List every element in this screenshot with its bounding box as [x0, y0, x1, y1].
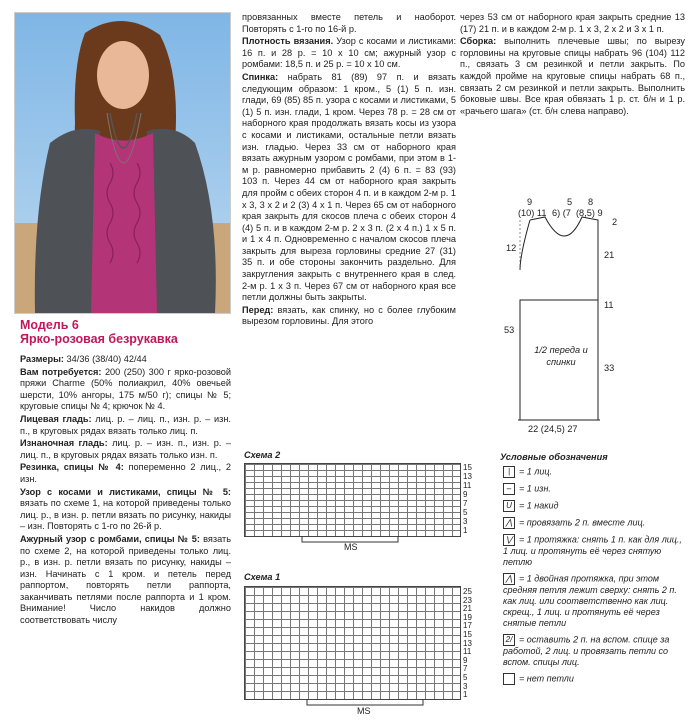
paragraph-text: лиц. р. – лиц. п., изн. р. – изн. п., в круговых рядах вязать только лиц. п. — [20, 413, 231, 436]
legend-text: = оставить 2 п. на вспом. спице за работой, 2 лиц. и провязать петли со вспом. спицы лиц. — [503, 634, 670, 667]
paragraph — [242, 12, 456, 35]
legend-text: = 1 накид — [519, 500, 559, 511]
dim-right-edge: 2 — [612, 217, 618, 227]
paragraph — [460, 36, 685, 117]
row-number: 5 — [463, 508, 468, 517]
row-number: 11 — [463, 647, 472, 657]
dim-bottom-33: 33 — [604, 363, 615, 373]
paragraph — [20, 487, 231, 533]
dim-shoulder: (10) 11 — [518, 208, 547, 218]
legend-item — [503, 500, 685, 512]
paragraph — [242, 72, 456, 304]
legend-symbol-icon: – — [503, 483, 515, 495]
paragraph-text: набрать 81 (89) 97 п. и вязать следующим образом: 1 кром., 5 (1) 5 п. изн. глади, 69 (85) 85 п. узора с косами и листиками, 5 (1) 5 п. изн. глади, 1 кром. Через 78 р. = 28 см от наборного края продолжать вязать косы из узора с косами и листиками, остальные петли вязать изн. гладью. Через 33 см от наборного края вязать ажурным узором с ромбами, при этом в 1-м р. равномерно прибавить 2 (4) 6 п. = 83 (93) 103 п. Через 44 см от наборного края закрыть для пройм с обеих сторон 4 п. и в каждом 2-м р. 1 х 3, 3 х 2 и 2 (3) 4 х 1 п. Через 65 см от наборного края закрыть для скосов плеча с обеих сторон 4 (4) 5 п. и в каждом 2-м р. 2 х 3 п. (2 х 4 п.) 1 х 5 п. и 1 х 4 п. Одновременно с началом скосов плеча закрыть для выреза горловины средние 27 (31) 35 п. и обе стороны закончить раздельно. Для закругления закрыть с внутреннего края в след. 2-м р. 1 х 3 п. Через 67 см от наборного края все петли должны быть закрыты. — [242, 71, 456, 303]
paragraph-text: вязать по схеме 2, на которой приведены только лиц. р., в изн. р. петли вязать по рисунку, накиды – изн. Начинать с 1 кром. и петель перед раппортом, повторять петли раппорта, заканчивать петлями после раппорта и 1 кром. Внимание! Число накидов должно соответствовать числу — [20, 533, 232, 626]
row-number: 25 — [463, 587, 472, 596]
paragraph-heading: Лицевая гладь: — [20, 413, 92, 424]
legend-item — [503, 673, 685, 685]
paragraph-heading: Перед: — [242, 304, 274, 315]
row-number: 7 — [463, 664, 468, 674]
model-photo — [14, 12, 231, 314]
paragraph-heading: Узор с косами и листиками, спицы № 5: — [20, 486, 231, 497]
row-number: 9 — [463, 655, 468, 665]
legend-item — [503, 517, 685, 529]
legend-text: = нет петли — [519, 673, 574, 684]
paragraph — [20, 462, 231, 485]
paragraph — [20, 534, 231, 627]
dim-top-mid: 5 — [567, 197, 573, 207]
paragraph-heading: Спинка: — [242, 71, 279, 82]
paragraph-text: через 53 см от наборного края закрыть средние 13 (17) 21 п. и в каждом 2-м р. 1 х 3, 2 х 2 и 3 х 1 п. — [460, 12, 685, 34]
row-number: 1 — [463, 526, 468, 535]
schema-1-ms: MS — [305, 699, 425, 717]
row-number: 15 — [463, 630, 472, 639]
pattern-label: 1/2 переда и спинки — [534, 345, 588, 367]
legend-item — [503, 573, 685, 629]
row-number: 13 — [463, 472, 472, 481]
dim-side-11: 11 — [604, 300, 614, 310]
paragraph-text: попеременно 2 лиц., 2 изн. — [20, 462, 231, 484]
legend-text: = 1 протяжка: снять 1 п. как для лиц., 1 лиц. и протянуть её через снятую петлю — [503, 534, 682, 567]
row-number: 19 — [463, 612, 472, 622]
legend-symbol-icon: ⋀ — [503, 517, 515, 529]
row-number: 21 — [463, 604, 472, 614]
legend-symbol-icon: ⋁ — [503, 534, 515, 546]
schema-1-grid — [244, 586, 461, 700]
row-number: 15 — [463, 463, 472, 472]
legend-item — [503, 483, 685, 495]
paragraph-text: выполнить плечевые швы; по вырезу горловины на круговые спицы набрать 96 (104) 112 п., связать 3 см резинкой и петли закрыть. По каждой пройме на круговые спицы набрать 68 п., связать 2 см резинкой и петли закрыть. Выполнить боковые швы. Все края обвязать 1 р. ст. б/н и 1 р. «рачьего шага» (ст. б/н слева направо). — [460, 36, 685, 116]
paragraph-heading: Изнаночная гладь: — [20, 438, 108, 449]
dim-top-right: 8 — [588, 197, 594, 207]
pattern-schematic — [490, 195, 690, 445]
model-title: Модель 6 Ярко-розовая безрукавка — [20, 318, 178, 346]
schema-2-title: Схема 2 — [244, 450, 281, 460]
paragraph-text: 34/36 (38/40) 42/44 — [64, 354, 147, 364]
paragraph-text: провязанных вместе петель и наоборот. Повторять с 1-го по 16-й р. — [242, 12, 456, 34]
paragraph-text: лиц. р. – изн. п., изн. р. – лиц. п., в круговых рядах вязать только изн. п. — [20, 438, 231, 460]
dim-left-12: 12 — [506, 243, 517, 253]
schema-2-grid — [244, 463, 461, 537]
dim-arm-height: 21 — [604, 250, 615, 260]
model-subtitle: Ярко-розовая безрукавка — [20, 332, 178, 346]
paragraph-heading: Резинка, спицы № 4: — [20, 462, 124, 473]
legend-symbol-icon: ⋀ — [503, 573, 515, 585]
legend-symbol-icon — [503, 673, 515, 685]
row-number: 9 — [463, 490, 468, 499]
dim-neck: 6) (7 — [552, 208, 571, 218]
row-number: 23 — [463, 595, 472, 605]
paragraph-heading: Сборка: — [460, 36, 497, 47]
legend-text: = 1 изн. — [519, 483, 551, 494]
paragraph — [20, 438, 231, 461]
text-column-3 — [460, 12, 685, 118]
row-number: 17 — [463, 621, 472, 631]
dim-width-bottom: 22 (24,5) 27 — [528, 424, 578, 434]
legend-symbol-icon: 2/ — [503, 634, 515, 646]
paragraph-heading: Ажурный узор с ромбами, спицы № 5: — [20, 533, 200, 544]
paragraph-text: 200 (250) 300 г ярко-розовой пряжи Charme (50% полиакрил, 40% овечьей шерсти, 10% ангоры, 175 м/50 г); спицы № 5; круговые спицы № 4; крючок № 4. — [20, 366, 231, 412]
dim-top-left: 9 — [527, 197, 533, 207]
schema-1-title: Схема 1 — [244, 572, 281, 582]
paragraph — [20, 414, 231, 437]
row-number: 3 — [463, 517, 468, 526]
paragraph-text: вязать, как спинку, но с более глубоким вырезом горловины. Для этого — [242, 304, 456, 327]
legend-symbol-icon: | — [503, 466, 515, 478]
legend-text: = 1 лиц. — [519, 466, 552, 477]
paragraph — [20, 367, 231, 413]
paragraph — [242, 36, 456, 71]
row-number: 7 — [463, 499, 468, 508]
row-number: 11 — [463, 481, 472, 490]
schema-2-ms: MS — [300, 536, 400, 552]
text-column-1 — [20, 354, 231, 628]
dim-right-shoulder: (8,5) 9 — [576, 208, 603, 218]
legend-text: = провязать 2 п. вместе лиц. — [519, 517, 646, 528]
legend-item — [503, 634, 685, 668]
text-column-2 — [242, 12, 456, 329]
paragraph-heading: Размеры: — [20, 354, 64, 364]
legend-text: = 1 двойная протяжка, при этом средняя петля лежит сверху: снять 2 п. как лиц. или соответственно как лиц. скрещ., 1 лиц. и протянуть её через снятые петли — [503, 573, 677, 628]
row-number: 3 — [463, 681, 468, 691]
row-number: 1 — [463, 690, 468, 700]
paragraph-text: Узор с косами и листиками: 16 п. и 28 р. = 10 х 10 см; ажурный узор с ромбами: 18,5 п. и 25 р. = 10 х 10 см. — [242, 36, 456, 70]
dim-total-53: 53 — [504, 325, 515, 335]
legend-title: Условные обозначения — [500, 452, 608, 462]
paragraph — [20, 354, 231, 366]
row-number: 5 — [463, 673, 468, 682]
legend-symbol-icon: U — [503, 500, 515, 512]
row-number: 13 — [463, 638, 472, 648]
paragraph-heading: Плотность вязания. — [242, 36, 334, 47]
paragraph-heading: Вам потребуется: — [20, 366, 102, 377]
paragraph-text: вязать по схеме 1, на которой приведены только лиц. р., в изн. р. петли вязать по рисунку, накиды – изн. Повторять с 1-го по 26-й р. — [20, 498, 231, 532]
legend-item — [503, 534, 685, 568]
legend-item — [503, 466, 685, 478]
paragraph — [460, 12, 685, 35]
paragraph — [242, 305, 456, 328]
